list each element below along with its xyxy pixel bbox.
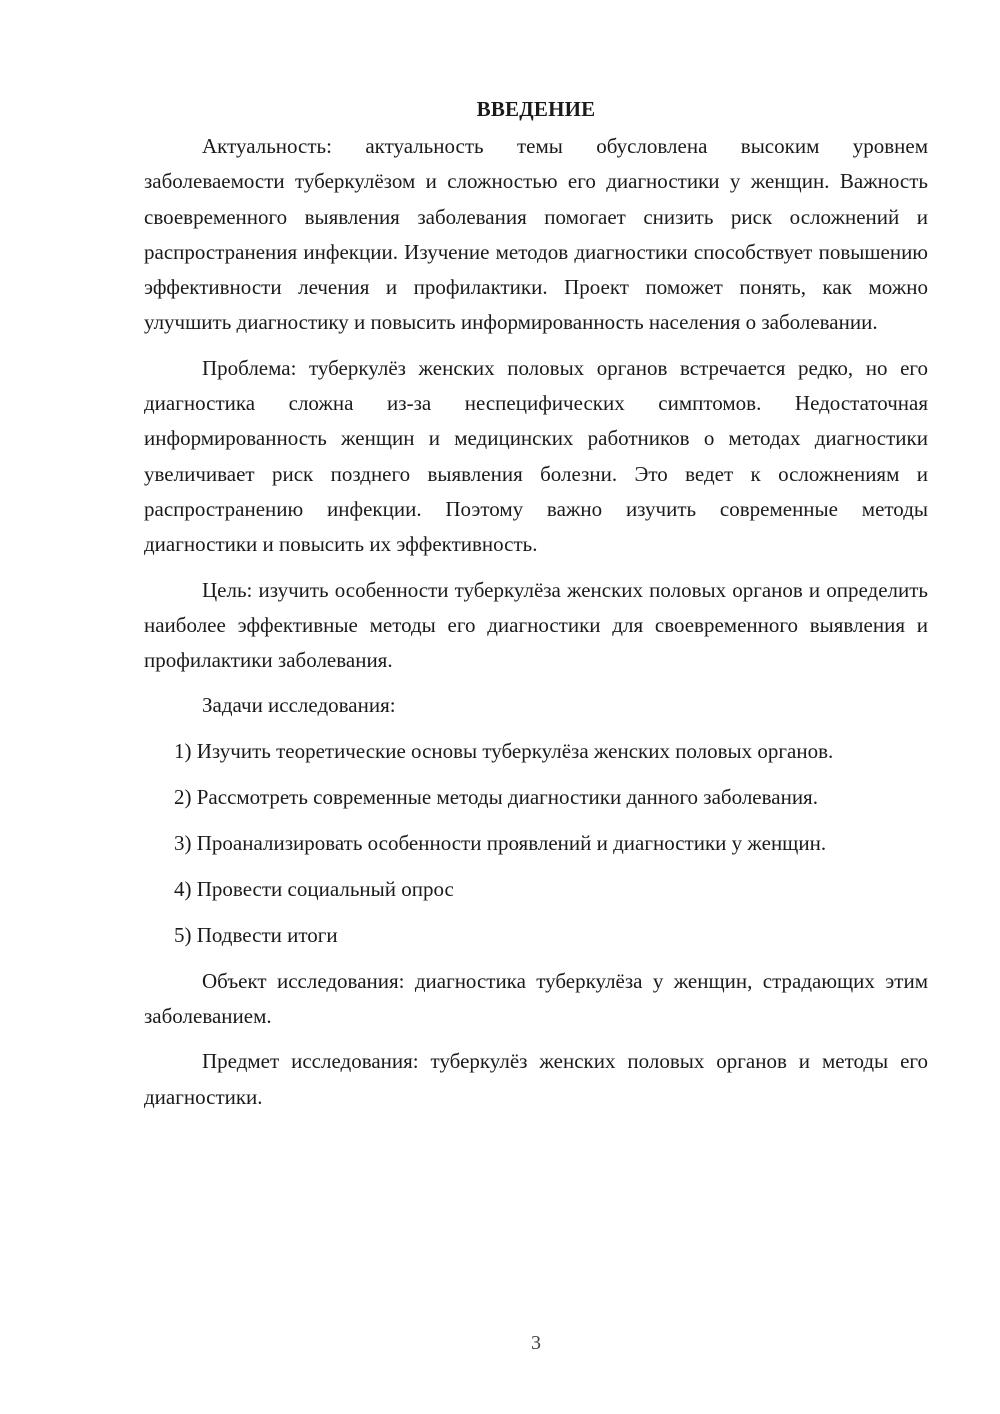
- task-item-4: 4) Провести социальный опрос: [174, 876, 454, 901]
- object-paragraph: Объект исследования: диагностика туберкулёза у женщин, страдающих этим заболеванием.: [144, 968, 928, 1029]
- document-page: [144, 92, 928, 1125]
- subject-paragraph: Предмет исследования: туберкулёз женских половых органов и методы его диагностики.: [144, 1049, 928, 1109]
- tasks-heading: Задачи исследования:: [202, 693, 396, 718]
- task-item-3: 3) Проанализировать особенности проявлений и диагностики у женщин.: [174, 830, 827, 855]
- problem-paragraph: Проблема: туберкулёз женских половых органов встречается редко, но его диагностика сложна из-за неспецифических симптомов. Недостаточная информированность женщин и медицинских работников о методах диагностики увеличивает риск позднего выявления болезни. Это ведет к осложнениям и распространению инфекции. Поэтому важно изучить современные методы диагностики и повысить их эффективность.: [144, 355, 928, 557]
- page-number: 3: [531, 1332, 541, 1354]
- goal-paragraph: Цель: изучить особенности туберкулёза женских половых органов и определить наиболее эффективные методы его диагностики для своевременного выявления и профилактики заболевания.: [144, 577, 928, 673]
- relevance-paragraph: Актуальность: актуальность темы обусловлена высоким уровнем заболеваемости туберкулёзом и сложностью его диагностики у женщин. Важность своевременного выявления заболевания помогает снизить риск осложнений и распространения инфекции. Изучение методов диагностики способствует повышению эффективности лечения и профилактики. Проект поможет понять, как можно улучшить диагностику и повысить информированность населения о заболевании.: [144, 134, 928, 335]
- task-item-5: 5) Подвести итоги: [174, 922, 338, 947]
- section-title: ВВЕДЕНИЕ: [476, 97, 596, 121]
- task-item-2: 2) Рассмотреть современные методы диагностики данного заболевания.: [174, 784, 818, 809]
- task-item-1: 1) Изучить теоретические основы туберкулёза женских половых органов.: [174, 738, 834, 763]
